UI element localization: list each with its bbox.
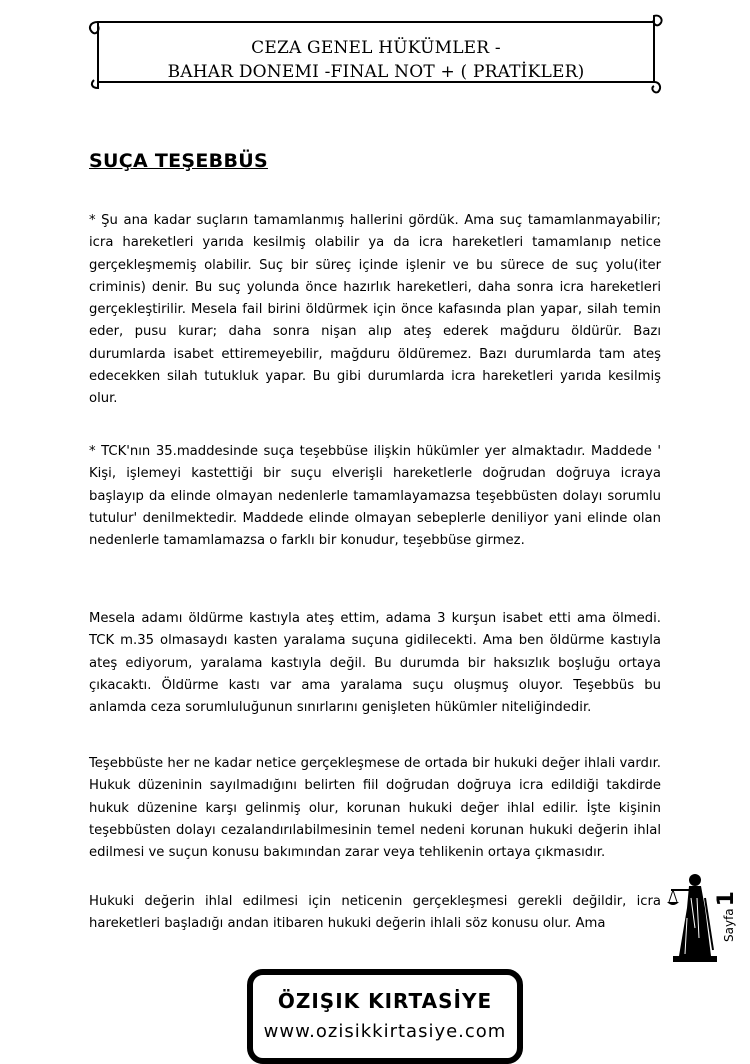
document-title xyxy=(108,36,644,84)
title-line-2: BAHAR DONEMI -FINAL NOT + ( PRATİKLER) xyxy=(167,62,585,82)
paragraph-4: Teşebbüste her ne kadar netice gerçekleşmese de ortada bir hukuki değer ihlali vardır. Hukuk düzeninin sayılmadığını belirten fiil doğrudan doğruya icra edildiği takdirde hukuk düzenine karşı gelinmiş olur, korunan hukuki değer ihlal edilir. İşte kişinin teşebbüsten dolayı cezalandırılabilmesinin temel nedeni korunan hukuki değerin ihlal edilmesi ve suçun konusu bakımından zarar veya tehlikenin ortaya çıkmasıdır. xyxy=(89,756,661,861)
paragraph-1: * Şu ana kadar suçların tamamlanmış hallerini gördük. Ama suç tamamlanmayabilir; icra hareketleri yarıda kesilmiş olabilir ya da icra hareketleri tamamlanıp netice gerçekleşmemiş olabilir. Suç bir süreç içinde işlenir ve bu sürece de suç yolu(iter criminis) denir. Bu suç yolunda önce hazırlık hareketleri, daha sonra icra hareketleri gerçekleştirilir. Mesela fail birini öldürmek için önce kafasında plan yapar, silah temin eder, pusu kurar; daha sonra nişan alıp ateş ederek mağduru öldürür. Bazı durumlarda isabet ettiremeyebilir, mağduru öldüremez. Bazı durumlarda tam ateş edecekken silah tutukluk yapar. Bu gibi durumlarda icra hareketleri yarıda kesilmiş olur. xyxy=(89,213,661,407)
footer-title: ÖZIŞIK KIRTASİYE xyxy=(277,989,493,1013)
title-line-1: CEZA GENEL HÜKÜMLER - xyxy=(251,38,501,58)
footer-url[interactable]: www.ozisikkirtasiye.com xyxy=(263,1021,507,1042)
header-banner xyxy=(88,14,664,94)
paragraph-5: Hukuki değerin ihlal edilmesi için neticenin gerçekleşmesi gerekli değildir, icra hareketleri başladığı andan itibaren hukuki değerin ihlali söz konusu olur. Ama xyxy=(89,894,661,932)
section-heading: SUÇA TEŞEBBÜS xyxy=(89,150,268,172)
paragraph-2: * TCK'nın 35.maddesinde suça teşebbüse ilişkin hükümler yer almaktadır. Maddede ' Kişi, işlemeyi kastettiği bir suçu elverişli hareketlerle doğrudan doğruya icraya başlayıp da elinde olmayan nedenlerle tamamlayamazsa teşebbüsten dolayı sorumlu tutulur' denilmektedir. Maddede elinde olmayan sebeplerle deniliyor yani elinde olan nedenlerle tamamlamazsa o farklı bir konudur, teşebbüse girmez. xyxy=(89,444,661,549)
page-number-value: 1 xyxy=(714,891,739,907)
page-number xyxy=(708,872,748,952)
footer-box xyxy=(247,969,523,1064)
page-label: Sayfa xyxy=(722,908,736,942)
paragraph-3: Mesela adamı öldürme kastıyla ateş ettim, adama 3 kurşun isabet etti ama ölmedi. TCK m.35 olmasaydı kasten yaralama suçuna gidilecekti. Ama ben öldürme kastıyla ateş ediyorum, yaralama kastıyla değil. Bu durumda bir haksızlık boşluğu ortaya çıkacaktı. Öldürme kastı var ama yaralama suçu oluşmuş oluyor. Teşebbüs bu anlamda ceza sorumluluğunun sınırlarını genişleten hükümler niteliğindedir. xyxy=(89,611,661,716)
